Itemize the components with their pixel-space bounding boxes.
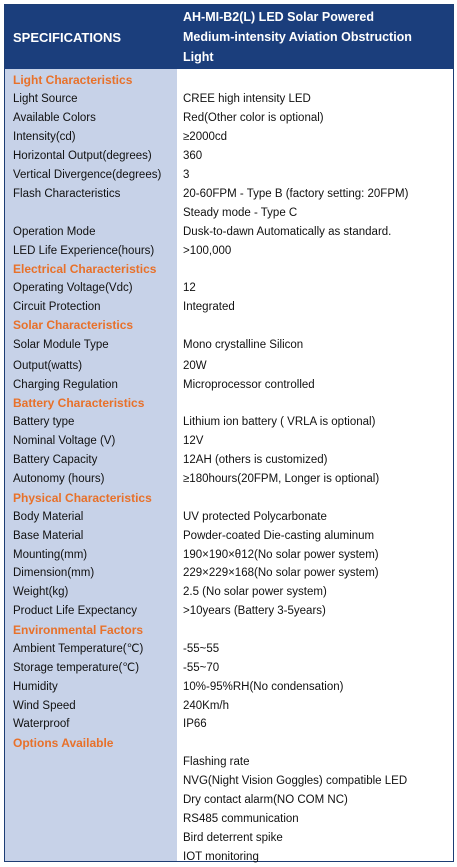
row-label: Product Life Expectancy	[13, 605, 138, 617]
row-value: UV protected Polycarbonate	[183, 511, 327, 523]
option-item	[5, 772, 453, 791]
row-value: 229×229×168(No solar power system)	[183, 567, 379, 579]
row-value: >100,000	[183, 245, 232, 257]
row-label: Operating Voltage(Vdc)	[13, 282, 133, 294]
table-row	[5, 659, 453, 678]
option-item	[5, 848, 453, 867]
row-label: Horizontal Output(degrees)	[13, 150, 152, 162]
row-value: Lithium ion battery ( VRLA is optional)	[183, 416, 376, 428]
table-row	[5, 640, 453, 659]
specifications-table	[4, 4, 454, 862]
row-value: 240Km/h	[183, 700, 230, 712]
table-row	[5, 546, 453, 565]
section-light: Light Characteristics	[13, 73, 133, 87]
table-row	[5, 470, 453, 489]
row-label: LED Life Experience(hours)	[13, 245, 155, 257]
row-label: Flash Characteristics	[13, 188, 121, 200]
table-row	[5, 223, 453, 242]
row-label: Vertical Divergence(degrees)	[13, 169, 162, 181]
row-value: 10%-95%RH(No condensation)	[183, 681, 344, 693]
row-label: Autonomy (hours)	[13, 473, 105, 485]
product-title-line: AH-MI-B2(L) LED Solar Powered	[183, 10, 374, 24]
table-row	[5, 413, 453, 432]
option-item	[5, 810, 453, 829]
row-label: Body Material	[13, 511, 84, 523]
row-label: Operation Mode	[13, 226, 96, 238]
row-label: Available Colors	[13, 112, 96, 124]
section-electrical: Electrical Characteristics	[13, 262, 157, 276]
row-label: Solar Module Type	[13, 339, 109, 351]
table-row	[5, 109, 453, 128]
row-value: Mono crystalline Silicon	[183, 339, 304, 351]
row-label: Battery type	[13, 416, 75, 428]
table-row	[5, 336, 453, 355]
row-label: Battery Capacity	[13, 454, 98, 466]
row-value: 12	[183, 282, 196, 294]
row-value: 12V	[183, 435, 204, 447]
table-row	[5, 678, 453, 697]
row-value: >10years (Battery 3-5years)	[183, 605, 326, 617]
table-row	[5, 602, 453, 621]
header-product-title	[183, 7, 451, 67]
row-value: 20-60FPM - Type B (factory setting: 20FPM)	[183, 188, 409, 200]
section-options: Options Available	[13, 736, 114, 750]
table-row	[5, 128, 453, 147]
table-row	[5, 279, 453, 298]
table-row	[5, 204, 453, 223]
table-row	[5, 376, 453, 395]
row-label: Output(watts)	[13, 360, 83, 372]
option-text: Flashing rate	[183, 756, 250, 768]
table-row	[5, 527, 453, 546]
option-item	[5, 791, 453, 810]
row-value: Red(Other color is optional)	[183, 112, 324, 124]
product-title-line: Light	[183, 50, 214, 64]
row-label: Light Source	[13, 93, 78, 105]
table-row	[5, 242, 453, 261]
table-row	[5, 298, 453, 317]
option-text: Dry contact alarm(NO COM NC)	[183, 794, 348, 806]
option-text: IOT monitoring	[183, 851, 259, 863]
row-value: -55~70	[183, 662, 220, 674]
row-value: 190×190×θ12(No solar power system)	[183, 549, 379, 561]
table-row	[5, 357, 453, 376]
row-value: Integrated	[183, 301, 235, 313]
table-row	[5, 715, 453, 734]
option-item	[5, 829, 453, 848]
row-label: Base Material	[13, 530, 84, 542]
table-row	[5, 451, 453, 470]
row-label: Storage temperature(℃)	[13, 662, 140, 674]
row-value: -55~55	[183, 643, 220, 655]
row-label: Ambient Temperature(℃)	[13, 643, 144, 655]
row-label: Intensity(cd)	[13, 131, 76, 143]
option-text: Bird deterrent spike	[183, 832, 283, 844]
option-item	[5, 753, 453, 772]
table-row	[5, 166, 453, 185]
table-row	[5, 508, 453, 527]
row-value: Powder-coated Die-casting aluminum	[183, 530, 375, 542]
row-value: Dusk-to-dawn Automatically as standard.	[183, 226, 392, 238]
row-value: IP66	[183, 718, 207, 730]
row-value: 12AH (others is customized)	[183, 454, 328, 466]
section-physical: Physical Characteristics	[13, 491, 152, 505]
table-row	[5, 564, 453, 583]
section-solar: Solar Characteristics	[13, 318, 134, 332]
row-label: Charging Regulation	[13, 379, 118, 391]
row-label: Wind Speed	[13, 700, 76, 712]
table-row	[5, 90, 453, 109]
table-row	[5, 697, 453, 716]
row-label: Weight(kg)	[13, 586, 69, 598]
section-environmental: Environmental Factors	[13, 623, 144, 637]
row-label: Circuit Protection	[13, 301, 101, 313]
row-label: Nominal Voltage (V)	[13, 435, 116, 447]
row-label: Waterproof	[13, 718, 70, 730]
table-header	[5, 5, 453, 69]
row-value: 360	[183, 150, 203, 162]
row-value: Steady mode - Type C	[183, 207, 298, 219]
row-value: CREE high intensity LED	[183, 93, 311, 105]
row-value: 2.5 (No solar power system)	[183, 586, 327, 598]
header-specifications: SPECIFICATIONS	[13, 29, 122, 45]
table-row	[5, 583, 453, 602]
row-label: Dimension(mm)	[13, 567, 95, 579]
product-title-line: Medium-intensity Aviation Obstruction	[183, 30, 412, 44]
row-value: ≥180hours(20FPM, Longer is optional)	[183, 473, 380, 485]
option-text: NVG(Night Vision Goggles) compatible LED	[183, 775, 408, 787]
row-label: Humidity	[13, 681, 58, 693]
row-value: Microprocessor controlled	[183, 379, 315, 391]
section-battery: Battery Characteristics	[13, 396, 145, 410]
row-value: ≥2000cd	[183, 131, 228, 143]
table-row	[5, 432, 453, 451]
row-value: 20W	[183, 360, 207, 372]
table-row	[5, 185, 453, 204]
row-label: Mounting(mm)	[13, 549, 88, 561]
row-value: 3	[183, 169, 190, 181]
option-text: RS485 communication	[183, 813, 299, 825]
table-row	[5, 147, 453, 166]
